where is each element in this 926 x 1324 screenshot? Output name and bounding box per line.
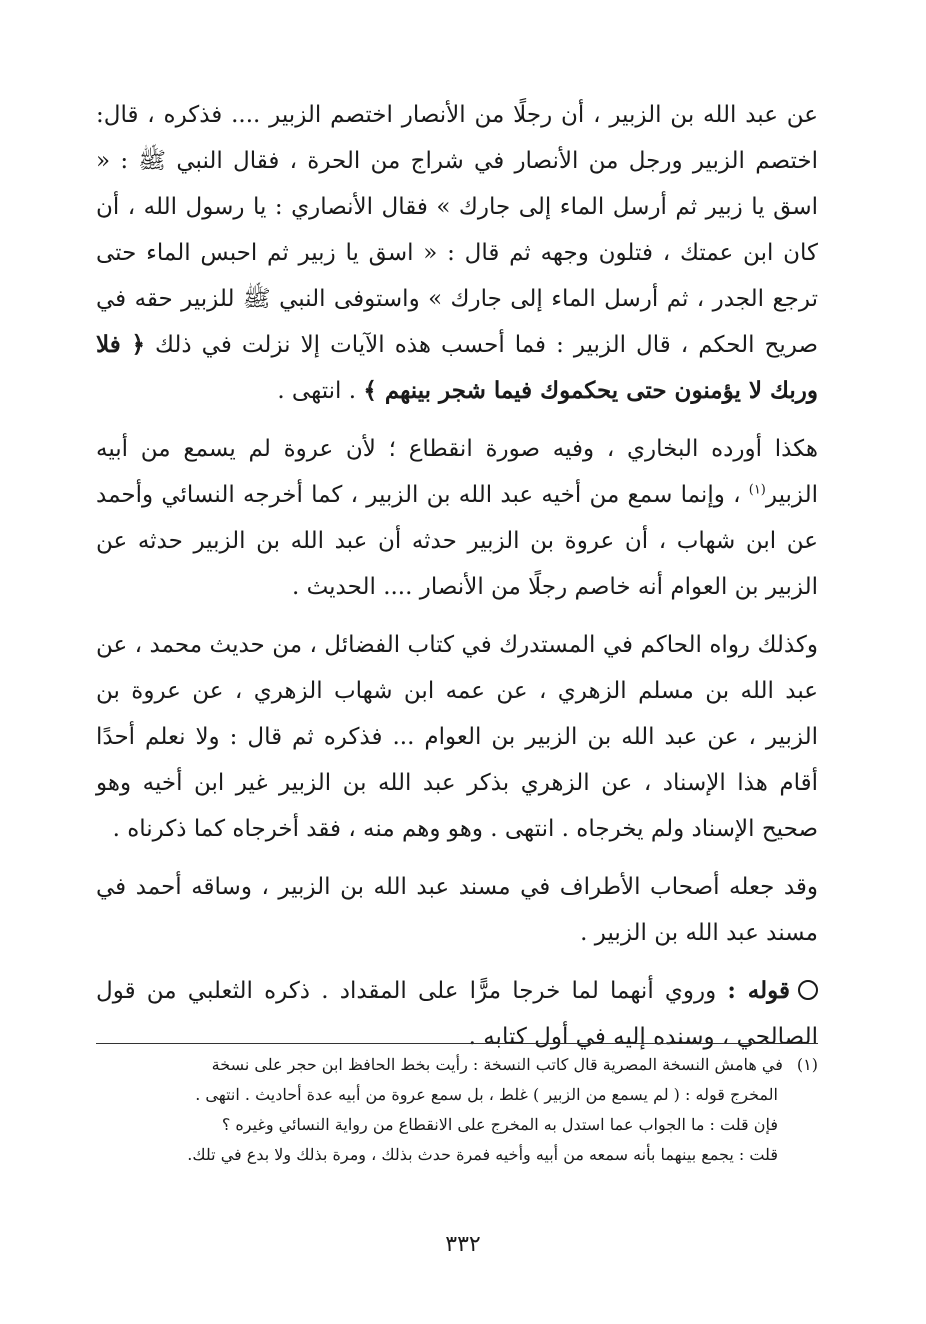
paragraph-2-text-b: ، وإنما سمع من أخيه عبد الله بن الزبير ، كما أخرجه النسائي وأحمد عن ابن شهاب ، أن عروة بن الزبير حدثه أن عبد الله بن الزبير حدثه عن الزبير بن العوام أنه خاصم رجلًا من الأنصار .... الحديث .: [96, 482, 818, 600]
footnote-line-1-text: في هامش النسخة المصرية قال كاتب النسخة : رأيت بخط الحافظ ابن حجر على نسخة: [211, 1055, 783, 1074]
paragraph-4: [96, 864, 818, 956]
footnote-line-3: فإن قلت : ما الجواب عما استدل به المخرج على الانقطاع من رواية النسائي وغيره ؟: [221, 1115, 778, 1134]
footnote-reference[interactable]: (١): [748, 482, 766, 498]
paragraph-5: [96, 968, 818, 1060]
footnote-divider: [96, 1043, 818, 1044]
paragraph-5-text: وروي أنهما لما خرجا مرًّا على المقداد . ذكره الثعلبي من قول الصالحي ، وسنده إليه في أول كتابه .: [96, 978, 818, 1050]
paragraph-3-text: وكذلك رواه الحاكم في المستدرك في كتاب الفضائل ، من حديث محمد ، عن عبد الله بن مسلم الزهري ، عن عمه ابن شهاب الزهري ، عن عروة بن الزبير ، عن عبد الله بن الزبير بن العوام ... فذكره ثم قال : ولا نعلم أحدًا أقام هذا الإسناد ، عن الزهري بذكر عبد الله بن الزبير غير ابن أخيه وهو صحيح الإسناد ولم يخرجاه . انتهى . وهو وهم منه ، فقد أخرجاه كما ذكرناه .: [96, 632, 818, 842]
footnote-line-1: [96, 1050, 818, 1080]
paragraph-2-text-a: هكذا أورده البخاري ، وفيه صورة انقطاع ؛ لأن عروة لم يسمع من أبيه الزبير: [96, 436, 818, 508]
paragraph-1-tail: . انتهى .: [277, 378, 357, 404]
quran-verse: ﴿ فلا وربك لا يؤمنون حتى يحكموك فيما شجر بينهم ﴾: [96, 331, 818, 404]
page-number: ٣٣٢: [445, 1232, 481, 1257]
footnote-label: (١): [796, 1055, 818, 1074]
circle-bullet-icon: [798, 980, 818, 1000]
paragraph-4-text: وقد جعله أصحاب الأطراف في مسند عبد الله بن الزبير ، وساقه أحمد في مسند عبد الله بن الزبير .: [96, 874, 818, 946]
footnote-line-2: المخرج قوله : ( لم يسمع من الزبير ) غلط ، بل سمع عروة من أبيه عدة أحاديث . انتهى .: [195, 1085, 778, 1104]
paragraph-1: [96, 92, 818, 414]
footnote: [96, 1050, 818, 1170]
paragraph-2: [96, 426, 818, 610]
footnote-line-4: قلت : يجمع بينهما بأنه سمعه من أبيه وأخيه فمرة حدث بذلك ، ومرة بذلك ولا بدع في تلك.: [187, 1145, 778, 1164]
main-text: [96, 92, 818, 1060]
paragraph-1-text: عن عبد الله بن الزبير ، أن رجلًا من الأنصار اختصم الزبير .... فذكره ، قال: اختصم الزبير ورجل من الأنصار في شراج من الحرة ، فقال النبي ﷺ : « اسق يا زبير ثم أرسل الماء إلى جارك » فقال الأنصاري : يا رسول الله ، أن كان ابن عمتك ، فتلون وجهه ثم قال : « اسق يا زبير ثم احبس الماء حتى ترجع الجدر ، ثم أرسل الماء إلى جارك » واستوفى النبي ﷺ للزبير حقه في صريح الحكم ، قال الزبير : فما أحسب هذه الآيات إلا نزلت في ذلك: [96, 102, 819, 358]
paragraph-3: [96, 622, 818, 852]
paragraph-5-lead: قوله :: [727, 977, 790, 1004]
